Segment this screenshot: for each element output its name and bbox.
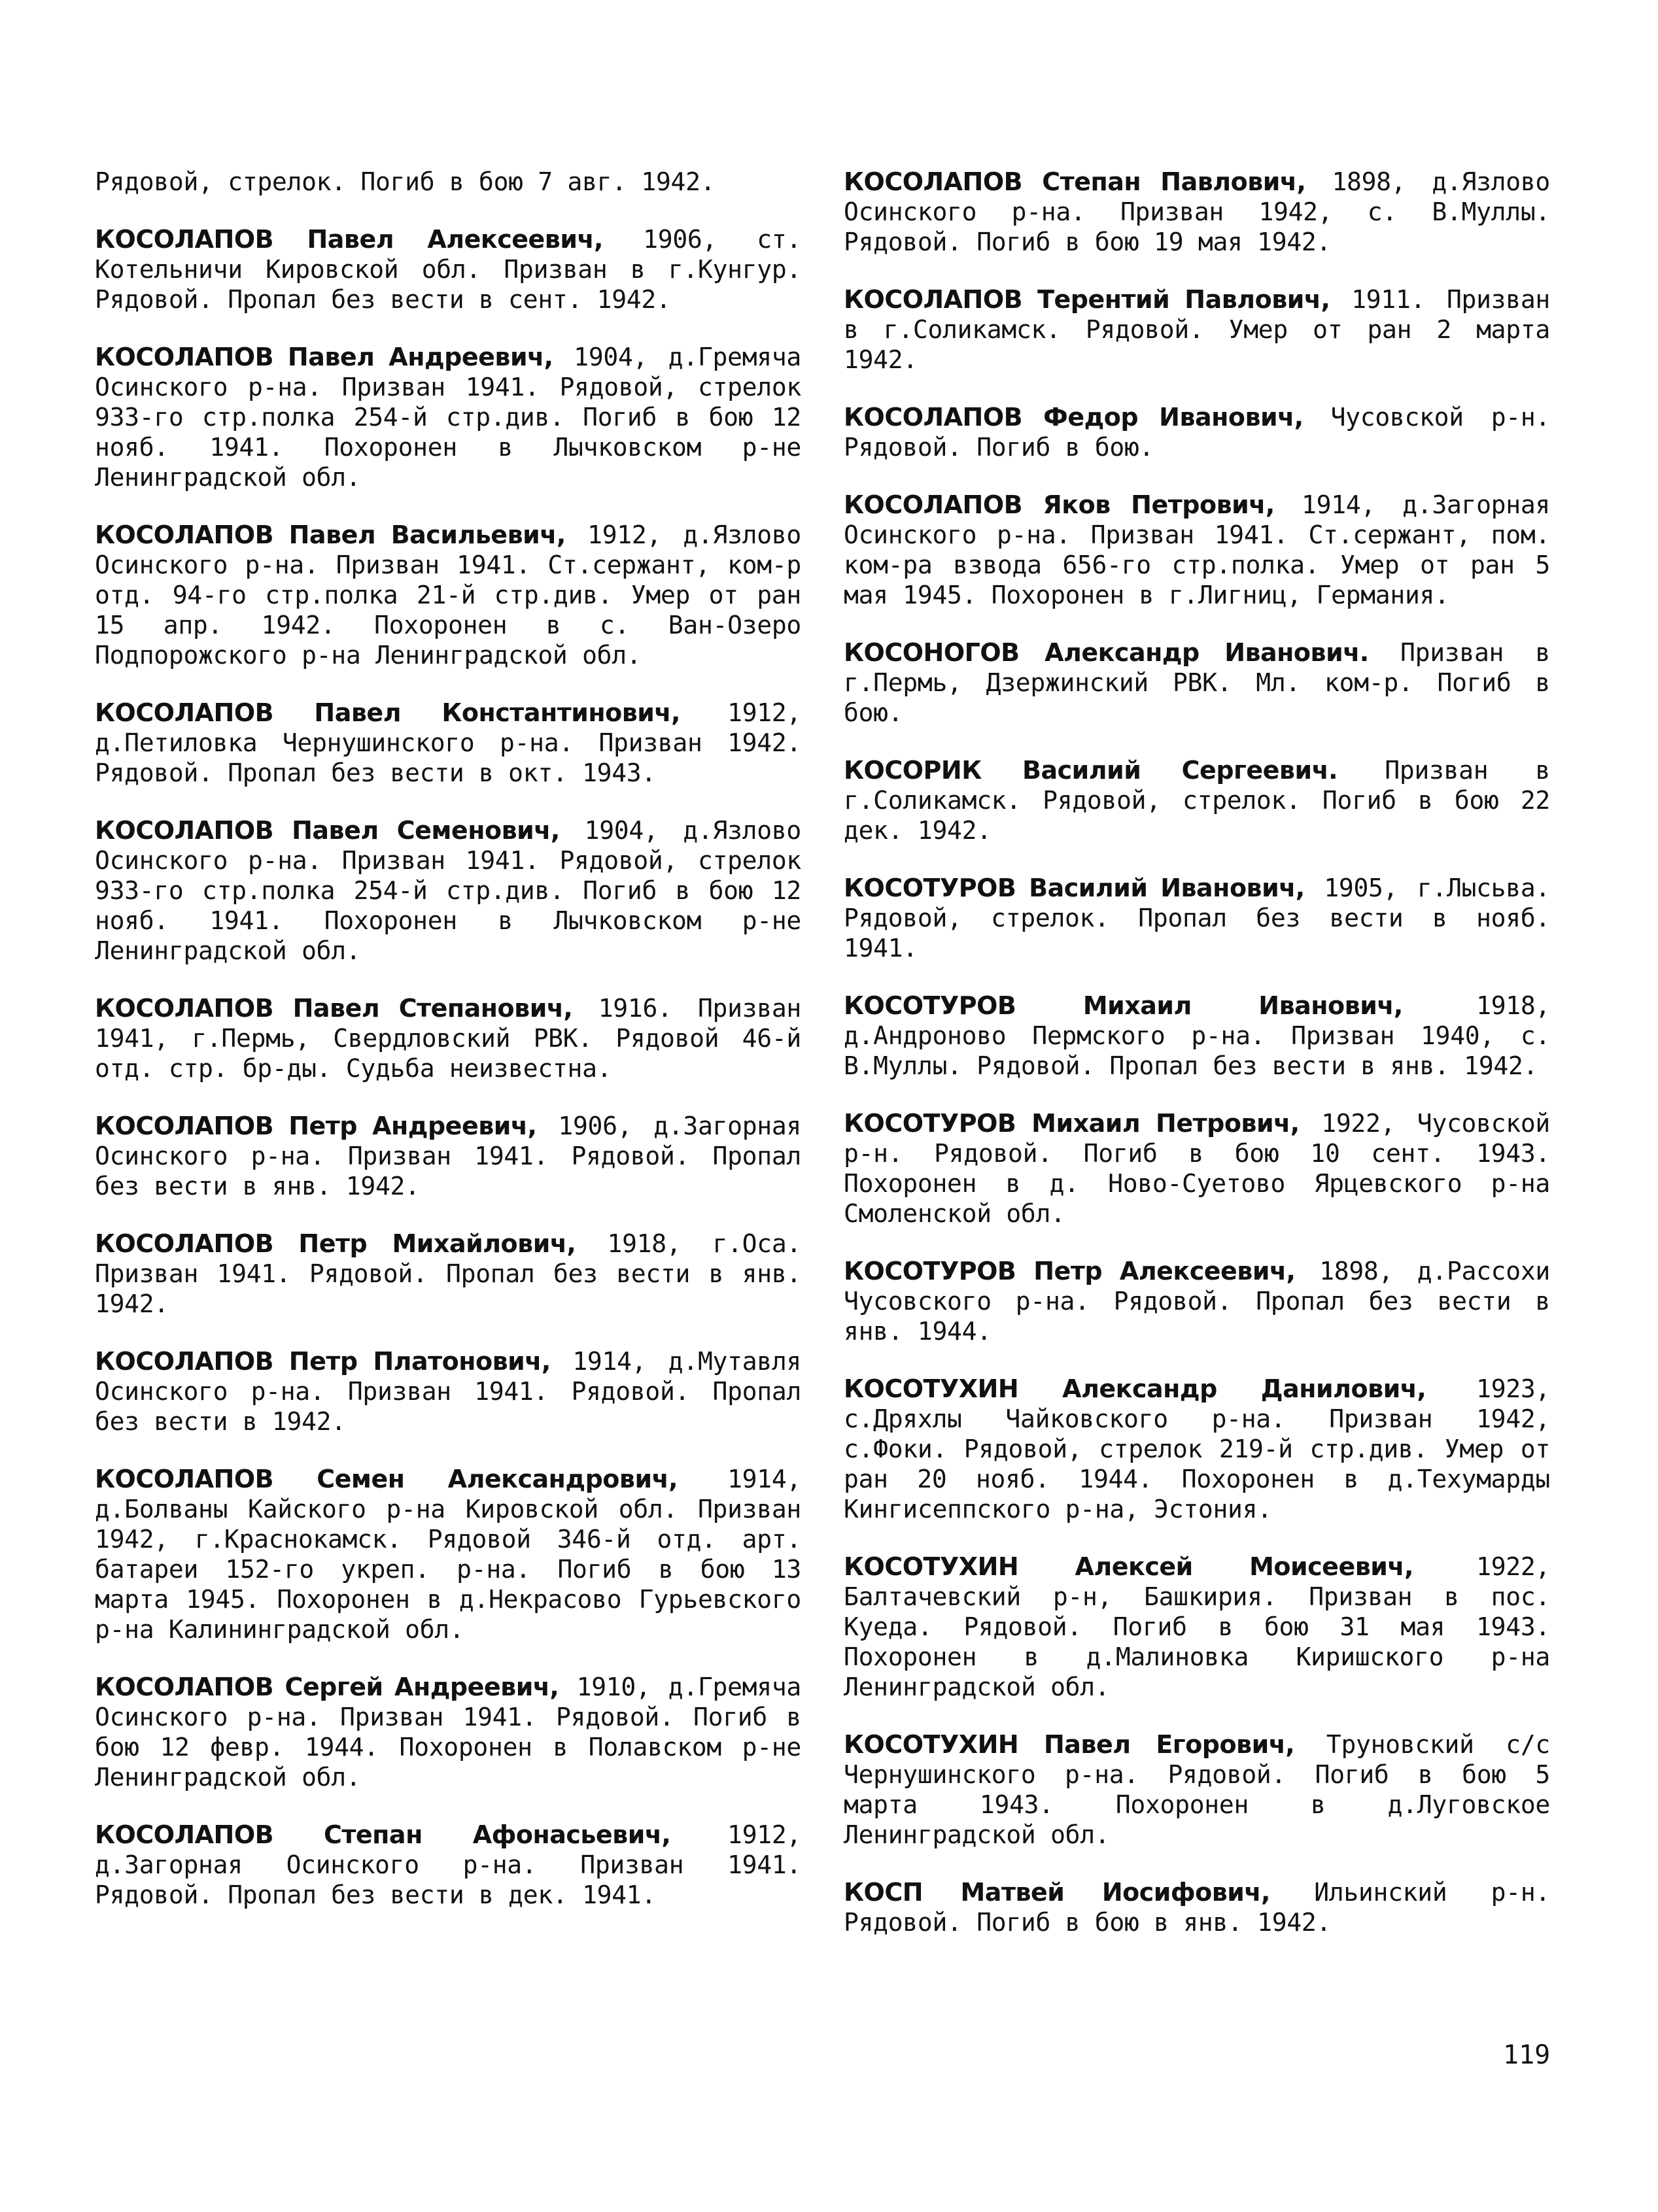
entry-text: Призван в г.Пермь, Дзержинский РВК. Мл. ком-р. Погиб в бою. — [844, 638, 1550, 727]
entry — [844, 1374, 1550, 1524]
entry-text: 1922, Балтачевский р-н, Башкирия. Призван в пос. Куеда. Рядовой. Погиб в бою 31 мая 1943. Похоронен в д.Малиновка Киришского р-на Ленинградской обл. — [844, 1552, 1551, 1701]
entry-name: КОСОЛАПОВ Петр Платонович, — [95, 1347, 551, 1376]
entry-name: КОСОЛАПОВ Павел Андреевич, — [95, 343, 553, 371]
continuation-text: Рядовой, стрелок. Погиб в бою 7 авг. 1942. — [95, 167, 716, 196]
entry-name: КОСОЛАПОВ Терентий Павлович, — [844, 285, 1330, 314]
entry-text: 1914, д.Болваны Кайского р-на Кировской обл. Призван 1942, г.Краснокамск. Рядовой 346-й отд. арт. батареи 152-го укреп. р-на. Погиб в бою 13 марта 1945. Похоронен в д.Некрасово Гурьевского р-на Калининградской обл. — [95, 1465, 801, 1644]
entry-text: Призван в г.Соликамск. Рядовой, стрелок. Погиб в бою 22 дек. 1942. — [844, 756, 1550, 845]
entry — [95, 1672, 801, 1792]
entry — [95, 224, 801, 315]
entry-text: 1914, д.Мутавля Осинского р-на. Призван 1941. Рядовой. Пропал без вести в 1942. — [95, 1347, 802, 1436]
entry-text: 1911. Призван в г.Соликамск. Рядовой. Умер от ран 2 марта 1942. — [844, 285, 1550, 374]
page-number: 119 — [1503, 2040, 1551, 2070]
entry — [844, 1877, 1550, 1937]
entry-text: 1916. Призван 1941, г.Пермь, Свердловский РВК. Рядовой 46-й отд. стр. бр-ды. Судьба неизвестна. — [95, 994, 802, 1083]
entry — [844, 638, 1550, 728]
entry — [95, 342, 801, 492]
entry — [95, 520, 801, 670]
entry-text: 1923, с.Дряхлы Чайковского р-на. Призван 1942, с.Фоки. Рядовой, стрелок 219-й стр.див. Умер от ран 20 нояб. 1944. Похоронен в д.Техумарды Кингисеппского р-на, Эстония. — [844, 1374, 1551, 1523]
entry — [844, 402, 1550, 462]
entry — [95, 815, 801, 966]
entry — [844, 1729, 1550, 1850]
entry-text: 1904, д.Гремяча Осинского р-на. Призван 1941. Рядовой, стрелок 933-го стр.полка 254-й стр.див. Погиб в бою 12 нояб. 1941. Похоронен в Лычковском р-не Ленинградской обл. — [95, 343, 802, 492]
entry-name: КОСОРИК Василий Сергеевич. — [844, 756, 1338, 785]
entry-text: 1906, д.Загорная Осинского р-на. Призван 1941. Рядовой. Пропал без вести в янв. 1942. — [95, 1112, 802, 1200]
entry-text: 1910, д.Гремяча Осинского р-на. Призван 1941. Рядовой. Погиб в бою 12 февр. 1944. Похоронен в Полавском р-не Ленинградской обл. — [95, 1673, 801, 1792]
entry — [844, 1552, 1550, 1702]
entry-name: КОСОТУХИН Павел Егорович, — [844, 1730, 1295, 1759]
entry-name: КОСОЛАПОВ Павел Степанович, — [95, 994, 573, 1023]
entry-name: КОСОЛАПОВ Павел Семенович, — [95, 816, 560, 845]
entry-text: Труновский с/с Чернушинского р-на. Рядовой. Погиб в бою 5 марта 1943. Похоронен в д.Луговское Ленинградской обл. — [844, 1730, 1551, 1849]
entry — [844, 873, 1550, 963]
entry-text: 1912, д.Загорная Осинского р-на. Призван 1941. Рядовой. Пропал без вести в дек. 1941. — [95, 1820, 802, 1909]
entry-name: КОСОТУХИН Алексей Моисеевич, — [844, 1552, 1413, 1581]
entry — [844, 755, 1550, 845]
right-column — [844, 167, 1550, 1965]
entry-name: КОСОЛАПОВ Павел Алексеевич, — [95, 225, 603, 254]
entry-text: 1922, Чусовской р-н. Рядовой. Погиб в бою 10 сент. 1943. Похоронен в д. Ново-Суетово Ярцевского р-на Смоленской обл. — [844, 1109, 1550, 1228]
entry-text: 1906, ст. Котельничи Кировской обл. Призван в г.Кунгур. Рядовой. Пропал без вести в сент. 1942. — [95, 225, 801, 314]
entry — [95, 1820, 801, 1910]
entry-name: КОСОТУРОВ Михаил Петрович, — [844, 1109, 1300, 1138]
entry-text: 1898, д.Рассохи Чусовского р-на. Рядовой. Пропал без вести в янв. 1944. — [844, 1257, 1550, 1346]
entry-name: КОСОЛАПОВ Сергей Андреевич, — [95, 1673, 559, 1701]
entry-text: 1905, г.Лысьва. Рядовой, стрелок. Пропал без вести в нояб. 1941. — [844, 874, 1550, 962]
entry — [844, 284, 1550, 375]
entry-name: КОСП Матвей Иосифович, — [844, 1878, 1270, 1907]
entry-name: КОСОЛАПОВ Степан Павлович, — [844, 167, 1306, 196]
entry-name: КОСОЛАПОВ Павел Константинович, — [95, 698, 680, 727]
entry-name: КОСОЛАПОВ Павел Васильевич, — [95, 520, 566, 549]
entry — [95, 1111, 801, 1201]
entry-text: 1918, д.Андроново Пермского р-на. Призван 1940, с. В.Муллы. Рядовой. Пропал без вести в янв. 1942. — [844, 991, 1551, 1080]
entry-name: КОСОЛАПОВ Петр Михайлович, — [95, 1229, 576, 1258]
entry — [844, 167, 1550, 257]
entry-name: КОСОЛАПОВ Федор Иванович, — [844, 403, 1304, 432]
entry-name: КОСОЛАПОВ Семен Александрович, — [95, 1465, 678, 1493]
entry-text: 1912, д.Язлово Осинского р-на. Призван 1941. Ст.сержант, ком-р отд. 94-го стр.полка 21-й стр.див. Умер от ран 15 апр. 1942. Похоронен в с. Ван-Озеро Подпорожского р-на Ленинградской обл. — [95, 520, 801, 670]
entry — [844, 1256, 1550, 1346]
entry-name: КОСОТУРОВ Петр Алексеевич, — [844, 1257, 1296, 1285]
entry-name: КОСОЛАПОВ Петр Андреевич, — [95, 1112, 537, 1140]
entry-name: КОСОЛАПОВ Яков Петрович, — [844, 490, 1275, 519]
entry-text: 1914, д.Загорная Осинского р-на. Призван 1941. Ст.сержант, пом. ком-ра взвода 656-го стр.полка. Умер от ран 5 мая 1945. Похоронен в г.Лигниц, Германия. — [844, 490, 1550, 609]
entry — [844, 490, 1550, 610]
entry-name: КОСОТУРОВ Василий Иванович, — [844, 874, 1305, 902]
entry — [95, 993, 801, 1083]
entry-name: КОСОНОГОВ Александр Иванович. — [844, 638, 1369, 667]
entry — [844, 1108, 1550, 1229]
entry-name: КОСОТУРОВ Михаил Иванович, — [844, 991, 1403, 1020]
entry-name: КОСОТУХИН Александр Данилович, — [844, 1374, 1426, 1403]
left-column — [95, 167, 801, 1937]
entry-text: 1918, г.Оса. Призван 1941. Рядовой. Пропал без вести в янв. 1942. — [95, 1229, 801, 1318]
entry-text: Чусовской р-н. Рядовой. Погиб в бою. — [844, 403, 1551, 462]
entry — [844, 991, 1550, 1081]
entry-text: 1912, д.Петиловка Чернушинского р-на. Призван 1942. Рядовой. Пропал без вести в окт. 1943. — [95, 698, 802, 787]
entry — [95, 1229, 801, 1319]
entry — [95, 698, 801, 788]
entry — [95, 1464, 801, 1644]
entry-name: КОСОЛАПОВ Степан Афонасьевич, — [95, 1820, 671, 1849]
entry-text: 1904, д.Язлово Осинского р-на. Призван 1941. Рядовой, стрелок 933-го стр.полка 254-й стр.див. Погиб в бою 12 нояб. 1941. Похоронен в Лычковском р-не Ленинградской обл. — [95, 816, 801, 965]
entry-text: 1898, д.Язлово Осинского р-на. Призван 1942, с. В.Муллы. Рядовой. Погиб в бою 19 мая 1942. — [844, 167, 1550, 256]
entry — [95, 1346, 801, 1437]
entry-text: Ильинский р-н. Рядовой. Погиб в бою в янв. 1942. — [844, 1878, 1550, 1937]
